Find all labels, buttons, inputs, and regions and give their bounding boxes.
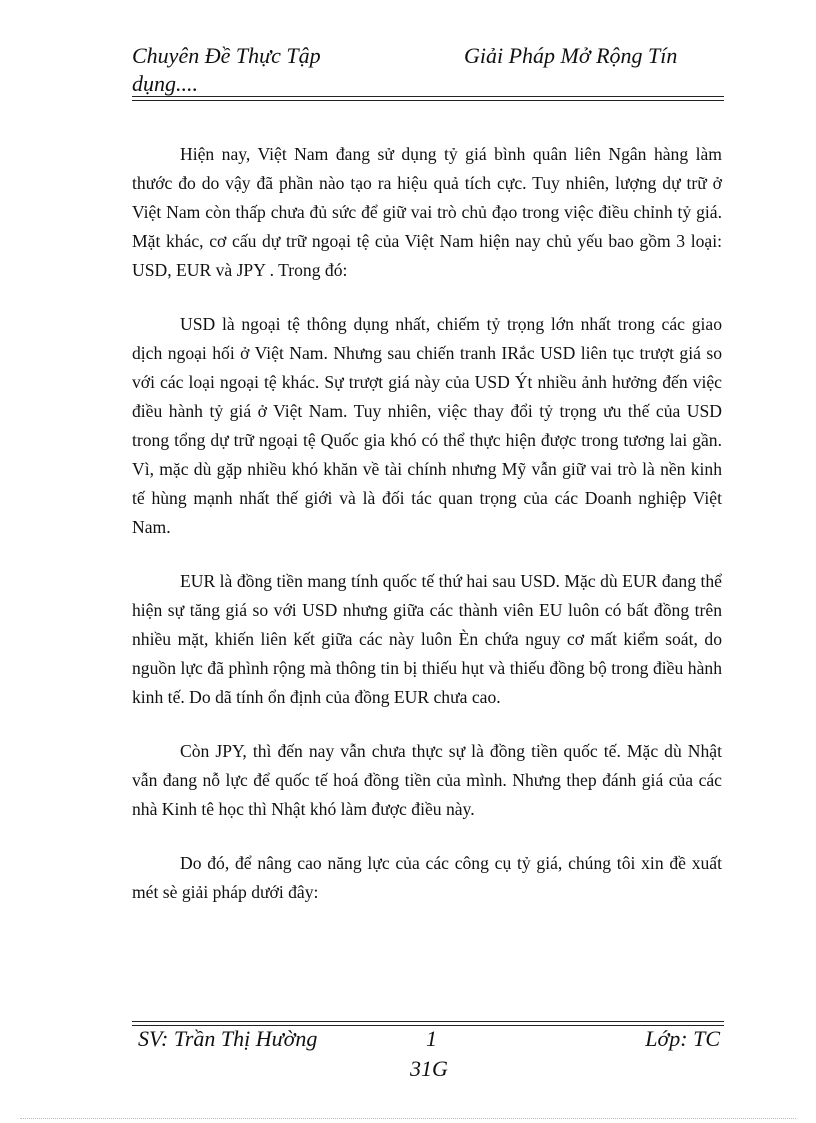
footer-class-label: Lớp: TC (645, 1026, 720, 1051)
header-rule-top (132, 96, 724, 97)
document-body (132, 140, 722, 932)
footer-class-code: 31G (410, 1056, 448, 1081)
paragraph-exchange-rate: Hiện nay, Việt Nam đang sử dụng tỷ giá bình quân liên Ngân hàng làm thước đo do vậy đã phần nào tạo ra hiệu quả tích cực. Tuy nhiên, lượng dự trữ ở Việt Nam còn thấp chưa đủ sức để giữ vai trò chủ đạo trong việc điều chỉnh tỷ giá. Mặt khác, cơ cấu dự trữ ngoại tệ của Việt Nam hiện nay chủ yếu bao gồm 3 loại: USD, EUR và JPY . Trong đó: (132, 144, 722, 280)
paragraph-jpy: Còn JPY, thì đến nay vẫn chưa thực sự là đồng tiền quốc tế. Mặc dù Nhật vẫn đang nỗ lực để quốc tế hoá đồng tiền của mình. Nhưng thep đánh giá của các nhà Kinh tê học thì Nhật khó làm được điều này. (132, 741, 722, 819)
header-rule-bottom (132, 100, 724, 101)
header-left-title: Chuyên Đề Thực Tập dụng.... (132, 43, 321, 96)
footer-rule-top (132, 1021, 724, 1022)
footer-student-name: SV: Trần Thị Hường (138, 1026, 318, 1051)
page-footer (132, 1026, 724, 1086)
paragraph-eur: EUR là đồng tiền mang tính quốc tế thứ hai sau USD. Mặc dù EUR đang thể hiện sự tăng giá so với USD nhưng giữa các thành viên EU luôn có bất đồng trên nhiều mặt, khiến liên kết giữa các này luôn Èn chứa nguy cơ mất kiểm soát, do nguồn lực đã phình rộng mà thông tin bị thiếu hụt và thiếu đồng bộ trong điều hành kinh tế. Do dã tính ổn định của đồng EUR chưa cao. (132, 571, 722, 707)
page-header (132, 40, 724, 100)
footer-page-number: 1 (426, 1026, 437, 1051)
paragraph-usd: USD là ngoại tệ thông dụng nhất, chiếm tỷ trọng lớn nhất trong các giao dịch ngoại hối ở Việt Nam. Nhưng sau chiến tranh IRắc USD liên tục trượt giá so với các loại ngoại tệ khác. Sự trượt giá này của USD Ýt nhiều ảnh hưởng đến việc điều hành tỷ giá ở Việt Nam. Tuy nhiên, việc thay đổi tỷ trọng ưu thế của USD trong tổng dự trữ ngoại tệ Quốc gia khó có thể thực hiện được trong tương lai gần. Vì, mặc dù gặp nhiều khó khăn về tài chính nhưng Mỹ vẫn giữ vai trò là nền kinh tế hùng mạnh nhất thế giới và là đối tác quan trọng của các Doanh nghiệp Việt Nam. (132, 314, 722, 537)
page-bottom-divider (20, 1118, 796, 1119)
header-right-title: Giải Pháp Mở Rộng Tín (464, 43, 678, 68)
paragraph-conclusion: Do đó, để nâng cao năng lực của các công cụ tỷ giá, chúng tôi xin đề xuất mét sè giải pháp dưới đây: (132, 853, 722, 902)
